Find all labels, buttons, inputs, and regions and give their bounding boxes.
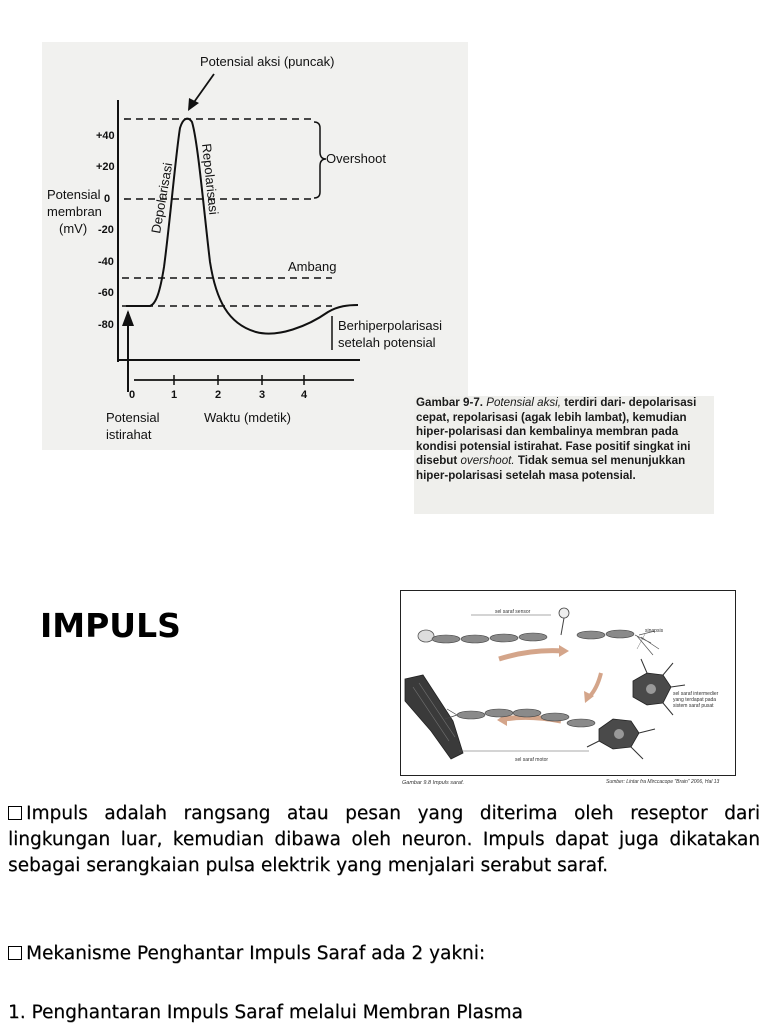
threshold-label: Ambang — [288, 259, 337, 274]
peak-label: Potensial aksi (puncak) — [200, 54, 335, 69]
y-axis-label-3: (mV) — [59, 221, 88, 236]
sensor-neuron-label: sel saraf sensor — [495, 609, 531, 615]
sensor-axon — [432, 630, 634, 643]
paragraph-impuls-definition — [8, 801, 760, 879]
action-potential-graph — [42, 42, 468, 450]
paragraph-text: Impuls adalah rangsang atau pesan yang diterima oleh reseptor dari lingkungan luar, kemudian dibawa oleh neuron. Impuls dapat juga dikatakan sebagai serangkaian pulsa elektrik yang menjalari serabut saraf. — [8, 803, 760, 876]
nerve-impulse-figure — [400, 590, 736, 776]
y-tick: -40 — [98, 256, 114, 268]
intermediate-neuron-label-2: yang terdapat pada — [673, 697, 717, 703]
x-tick: 4 — [301, 389, 308, 401]
paragraph-text: Mekanisme Penghantar Impuls Saraf ada 2 yakni: — [26, 943, 486, 964]
x-axis-label: Waktu (mdetik) — [204, 410, 291, 425]
caption-text-2: Tidak semua sel menunjukkan hiper-polarisasi setelah masa potensial. — [416, 454, 686, 482]
nerve-figure-source: Sumber: Lintar fra Mirccacope "Brain" 2006, Hal 13 — [606, 779, 720, 785]
caption-emphasis: overshoot. — [460, 454, 515, 467]
y-tick: -80 — [98, 319, 114, 331]
paragraph-text: 1. Penghantaran Impuls Saraf melalui Membran Plasma — [8, 1002, 523, 1023]
paragraph-numbered-item — [8, 1000, 760, 1026]
hyperpolarization-label-2: setelah potensial — [338, 335, 436, 350]
y-tick: -20 — [98, 224, 114, 236]
nerve-figure-caption: Gambar 9.8 Impuls saraf. — [402, 780, 465, 786]
checkbox-bullet-icon — [8, 946, 22, 960]
action-potential-figure — [42, 42, 468, 450]
x-tick: 2 — [215, 389, 222, 401]
intermediate-neuron-label-1: sel saraf intermedier — [673, 691, 719, 697]
figure-caption — [414, 396, 714, 514]
x-tick-labels — [129, 389, 308, 401]
y-tick-labels — [96, 130, 115, 331]
caption-text-1: terdiri dari- depolarisasi cepat, repolarisasi (agak lebih lambat), kemudian hiper-polarisasi dan kembalinya membran pada kondisi potensial istirahat. Fase positif singkat ini disebut — [416, 396, 697, 467]
repolarization-label: Repolarisasi — [199, 142, 222, 216]
synapse-label: sinapsis — [645, 628, 664, 634]
y-tick: 0 — [104, 193, 111, 205]
caption-title: Potensial aksi, — [486, 396, 562, 409]
x-tick: 0 — [129, 389, 136, 401]
x-tick: 1 — [171, 389, 178, 401]
x-tick: 3 — [259, 389, 266, 401]
y-axis-label-2: membran — [47, 204, 102, 219]
y-tick: -60 — [98, 287, 114, 299]
y-tick: +20 — [96, 161, 115, 173]
intermediate-neuron-label-3: sistem saraf pusat — [673, 703, 714, 709]
y-axis-label-1: Potensial — [47, 187, 101, 202]
resting-label-2: istirahat — [106, 427, 152, 442]
checkbox-bullet-icon — [8, 806, 22, 820]
resting-label-1: Potensial — [106, 410, 160, 425]
page-heading: IMPULS — [40, 606, 181, 645]
depolarization-label: Depolarisasi — [148, 161, 176, 235]
caption-figure-number: Gambar 9-7. — [416, 396, 484, 409]
paragraph-mechanism — [8, 941, 760, 967]
y-tick: +40 — [96, 130, 115, 142]
hyperpolarization-label-1: Berhiperpolarisasi — [338, 318, 443, 333]
motor-neuron-label: sel saraf motor — [515, 757, 549, 763]
overshoot-label: Overshoot — [326, 151, 386, 166]
nerve-impulse-illustration — [401, 591, 737, 777]
